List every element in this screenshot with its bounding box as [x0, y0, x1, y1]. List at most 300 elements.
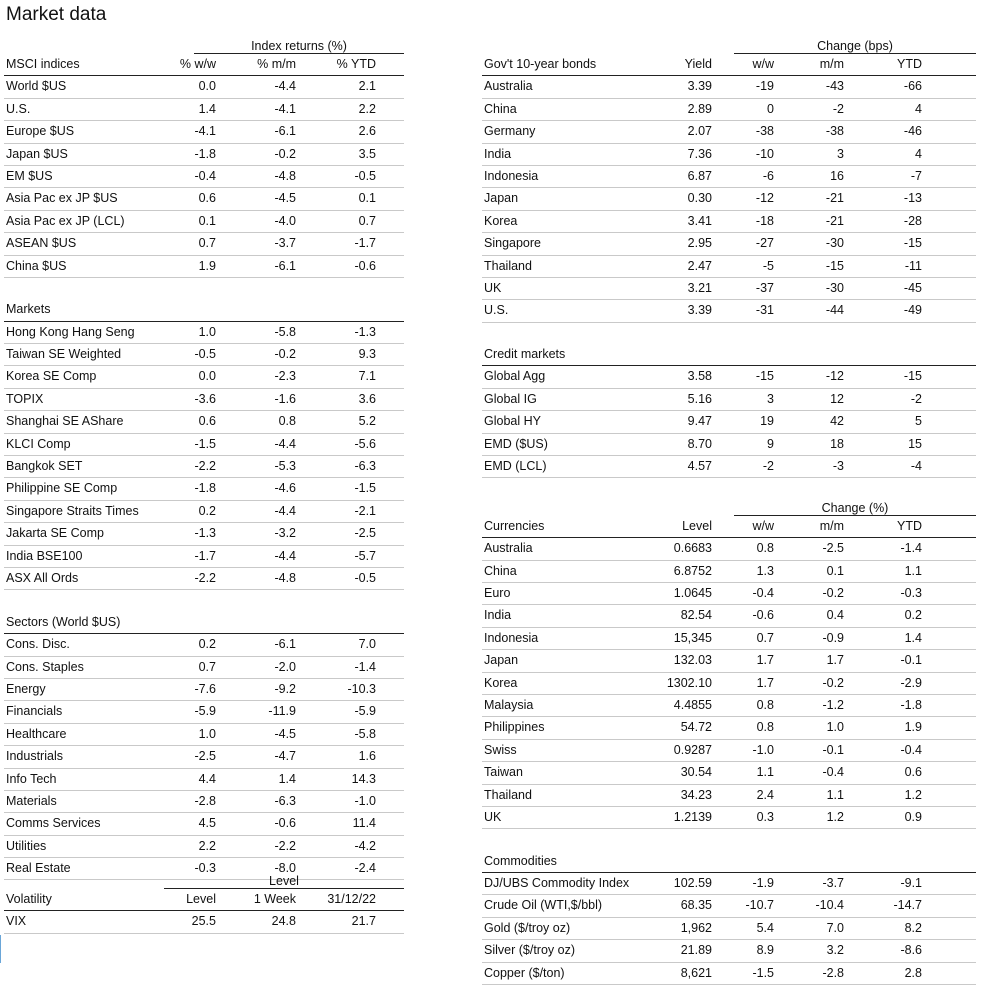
cell-value: 1.2	[826, 809, 844, 824]
cell-value: 0.2	[904, 608, 922, 623]
bonds-row	[482, 76, 976, 98]
cell-value: 54.72	[680, 720, 712, 735]
row-label: Swiss	[484, 742, 517, 757]
cell-value: 0.2	[198, 637, 216, 652]
cell-value: 5.2	[358, 414, 376, 429]
row-label: Indonesia	[484, 630, 539, 645]
row-label: Singapore Straits Times	[6, 503, 139, 518]
cell-value: 21.89	[680, 943, 712, 958]
sectors-row	[4, 634, 404, 656]
cell-value: -4.4	[274, 79, 296, 94]
cell-value: 0.7	[358, 213, 376, 228]
row-label: Global HY	[484, 414, 541, 429]
cell-value: -3.7	[822, 876, 844, 891]
cell-value: 2.47	[687, 258, 712, 273]
row-label: KLCI Comp	[6, 436, 71, 451]
markets-row	[4, 366, 404, 388]
cell-value: -2.9	[900, 675, 922, 690]
sectors-row	[4, 836, 404, 858]
row-label: Jakarta SE Comp	[6, 526, 104, 541]
cell-value: -10	[755, 146, 774, 161]
cell-value: -10.4	[815, 898, 844, 913]
cell-value: -1.7	[194, 548, 216, 563]
row-label: Materials	[6, 793, 57, 808]
msci-row	[4, 99, 404, 121]
cell-value: 1.4	[278, 771, 296, 786]
column-header: 31/12/22	[327, 892, 376, 906]
cell-value: 132.03	[673, 653, 712, 668]
cell-value: -2	[910, 391, 922, 406]
row-label: ASEAN $US	[6, 236, 77, 251]
row-label: Korea	[484, 675, 518, 690]
cell-value: 2.6	[358, 124, 376, 139]
column-header: m/m	[819, 57, 844, 71]
cell-value: -1.8	[900, 697, 922, 712]
currencies-row	[482, 807, 976, 829]
cell-value: -0.4	[752, 585, 774, 600]
bonds-group-header	[482, 38, 976, 54]
volatility-group-header	[4, 873, 404, 889]
cell-value: -4	[910, 459, 922, 474]
right-panel	[482, 38, 976, 985]
cell-value: -19	[755, 79, 774, 94]
cell-value: 6.87	[687, 168, 712, 183]
row-label: Philippines	[484, 720, 545, 735]
msci-row	[4, 76, 404, 98]
cell-value: -6	[762, 168, 774, 183]
msci-row	[4, 211, 404, 233]
column-header: m/m	[819, 518, 844, 533]
cell-value: -1.8	[194, 481, 216, 496]
cell-value: -31	[755, 303, 774, 318]
cell-value: -4.8	[274, 570, 296, 585]
row-label: Copper ($/ton)	[484, 965, 565, 980]
cell-value: -2.4	[354, 861, 376, 876]
cell-value: 0.9	[904, 809, 922, 824]
cell-value: -2.1	[354, 503, 376, 518]
cell-value: 7.0	[358, 637, 376, 652]
cell-value: 1.1	[826, 787, 844, 802]
markets-row	[4, 523, 404, 545]
cell-value: -4.5	[274, 191, 296, 206]
credit-row	[482, 434, 976, 456]
cell-value: 0	[767, 101, 774, 116]
row-label: Thailand	[484, 258, 532, 273]
bonds-row	[482, 121, 976, 143]
cell-value: -44	[825, 303, 844, 318]
cell-value: -0.2	[274, 347, 296, 362]
sectors-row	[4, 791, 404, 813]
column-header: YTD	[897, 518, 922, 533]
row-label: Industrials	[6, 749, 63, 764]
cell-value: -37	[755, 280, 774, 295]
cell-value: 2.8	[904, 965, 922, 980]
row-label: Bangkok SET	[6, 459, 83, 474]
cell-value: -2.2	[194, 459, 216, 474]
cell-value: -0.1	[900, 653, 922, 668]
cell-value: 3.2	[826, 943, 844, 958]
row-label: Australia	[484, 79, 533, 94]
cell-value: 68.35	[680, 898, 712, 913]
currencies-row	[482, 740, 976, 762]
cell-value: 0.2	[198, 503, 216, 518]
cell-value: -1.9	[752, 876, 774, 891]
cell-value: -0.1	[822, 742, 844, 757]
bonds-row	[482, 188, 976, 210]
row-label: Global Agg	[484, 369, 546, 384]
cell-value: 0.9287	[673, 742, 712, 757]
cell-value: -11.9	[268, 704, 296, 719]
currencies-row	[482, 605, 976, 627]
cell-value: 1.7	[756, 675, 774, 690]
cell-value: 8,621	[680, 965, 712, 980]
cell-value: -4.2	[354, 838, 376, 853]
cell-value: 9	[767, 436, 774, 451]
cell-value: 3.58	[687, 369, 712, 384]
cell-value: -0.9	[822, 630, 844, 645]
cell-value: -10.7	[745, 898, 774, 913]
cell-value: -0.2	[822, 675, 844, 690]
row-label: Malaysia	[484, 697, 534, 712]
row-label: U.S.	[6, 101, 31, 116]
cell-value: 0.30	[687, 191, 712, 206]
row-label: Taiwan SE Weighted	[6, 347, 122, 362]
row-label: Japan	[484, 653, 519, 668]
row-label: VIX	[6, 914, 27, 929]
cell-value: 0.7	[198, 659, 216, 674]
cell-value: 1.7	[826, 653, 844, 668]
cell-value: 0.6	[904, 765, 922, 780]
cell-value: 16	[830, 168, 844, 183]
cell-value: -2.2	[274, 838, 296, 853]
row-label: ASX All Ords	[6, 570, 79, 585]
cell-value: -11	[904, 258, 922, 273]
cell-value: 2.2	[358, 101, 376, 116]
cell-value: -14.7	[893, 898, 922, 913]
commodities-heading	[482, 851, 976, 873]
row-label: Global IG	[484, 391, 537, 406]
cell-value: 14.3	[351, 771, 376, 786]
credit-row	[482, 389, 976, 411]
cell-value: -1.8	[194, 146, 216, 161]
row-label: Thailand	[484, 787, 532, 802]
cell-value: -5.6	[354, 436, 376, 451]
cell-value: 7.1	[358, 369, 376, 384]
cell-value: -0.4	[194, 168, 216, 183]
cell-value: -43	[825, 79, 844, 94]
credit-heading	[482, 344, 976, 366]
column-header: Volatility	[6, 892, 52, 906]
row-label: Info Tech	[6, 771, 57, 786]
cell-value: 42	[830, 414, 844, 429]
msci-row	[4, 121, 404, 143]
section-title: Markets	[6, 302, 51, 317]
volatility-row	[4, 911, 404, 933]
bonds-header-row	[482, 54, 976, 76]
cell-value: 1.7	[756, 653, 774, 668]
row-label: Singapore	[484, 236, 541, 251]
cell-value: 102.59	[673, 876, 712, 891]
row-label: Europe $US	[6, 124, 75, 139]
cell-value: 4.4	[198, 771, 216, 786]
cell-value: -4.8	[274, 168, 296, 183]
cell-value: -0.5	[354, 168, 376, 183]
cell-value: -2.8	[822, 965, 844, 980]
cell-value: -4.6	[274, 481, 296, 496]
cell-value: 2.2	[198, 838, 216, 853]
currencies-group-header	[482, 500, 976, 516]
cell-value: -4.4	[274, 548, 296, 563]
cell-value: 7.0	[826, 920, 844, 935]
cell-value: 1.2	[904, 787, 922, 802]
cell-value: -7	[910, 168, 922, 183]
cell-value: -2.2	[194, 570, 216, 585]
spacer	[482, 478, 976, 499]
row-label: India	[484, 608, 512, 623]
row-label: Japan $US	[6, 146, 68, 161]
cell-value: 4.57	[687, 459, 712, 474]
cell-value: 3.21	[687, 280, 712, 295]
cell-value: 1.1	[756, 765, 774, 780]
cell-value: 15,345	[673, 630, 712, 645]
cell-value: -3.2	[274, 526, 296, 541]
row-label: Cons. Staples	[6, 659, 84, 674]
row-label: India	[484, 146, 512, 161]
cell-value: -0.3	[194, 861, 216, 876]
cell-value: -46	[903, 124, 922, 139]
row-label: UK	[484, 809, 502, 824]
cell-value: 8.9	[756, 943, 774, 958]
cell-value: 11.4	[352, 816, 376, 831]
sectors-row	[4, 679, 404, 701]
currencies-group-header-text: Change (%)	[821, 500, 889, 515]
cell-value: 30.54	[680, 765, 712, 780]
cell-value: 19	[760, 414, 774, 429]
cell-value: 3.39	[687, 303, 712, 318]
spacer	[482, 829, 976, 850]
row-label: Korea SE Comp	[6, 369, 97, 384]
msci-header-row	[4, 54, 404, 76]
bonds-row	[482, 278, 976, 300]
row-label: China	[484, 563, 517, 578]
cell-value: 3.39	[687, 79, 712, 94]
cell-value: -27	[755, 236, 774, 251]
cell-value: 1.9	[904, 720, 922, 735]
sectors-row	[4, 769, 404, 791]
row-label: Financials	[6, 704, 63, 719]
cell-value: -4.0	[274, 213, 296, 228]
cell-value: -66	[903, 79, 922, 94]
msci-group-header	[4, 38, 404, 54]
cell-value: -4.7	[274, 749, 296, 764]
cell-value: -2	[762, 459, 774, 474]
cell-value: 0.7	[198, 236, 216, 251]
cell-value: -5.8	[274, 324, 296, 339]
volatility-panel	[4, 873, 404, 934]
cell-value: 0.7	[756, 630, 774, 645]
cell-value: 3.41	[687, 213, 712, 228]
cell-value: 8.70	[687, 436, 712, 451]
column-header: w/w	[752, 57, 774, 71]
cell-value: -28	[903, 213, 922, 228]
cell-value: 1.0645	[673, 585, 712, 600]
credit-row	[482, 366, 976, 388]
row-label: Comms Services	[6, 816, 101, 831]
cell-value: -1.7	[354, 236, 376, 251]
cell-value: -8.6	[900, 943, 922, 958]
cell-value: 1.2139	[673, 809, 712, 824]
cell-value: -15	[903, 369, 922, 384]
sectors-row	[4, 657, 404, 679]
cell-value: -0.2	[274, 146, 296, 161]
cell-value: 1.4	[904, 630, 922, 645]
column-header: Yield	[684, 57, 712, 71]
cell-value: -9.1	[900, 876, 922, 891]
cell-value: -5.8	[354, 726, 376, 741]
cell-value: 18	[830, 436, 844, 451]
commodities-row	[482, 895, 976, 917]
cell-value: 1,962	[680, 920, 712, 935]
cell-value: -45	[903, 280, 922, 295]
cell-value: -6.3	[354, 459, 376, 474]
markets-row	[4, 434, 404, 456]
cell-value: 0.6	[198, 191, 216, 206]
cell-value: -2.3	[274, 369, 296, 384]
cell-value: -7.6	[194, 681, 216, 696]
cell-value: -6.3	[274, 793, 296, 808]
bonds-row	[482, 144, 976, 166]
credit-row	[482, 411, 976, 433]
cell-value: 24.8	[271, 914, 296, 929]
page-title: Market data	[6, 4, 107, 25]
row-label: Asia Pac ex JP (LCL)	[6, 213, 125, 228]
cell-value: -15	[755, 369, 774, 384]
cell-value: -15	[825, 258, 844, 273]
cell-value: -5	[762, 258, 774, 273]
row-label: EMD ($US)	[484, 436, 548, 451]
cell-value: -4.5	[274, 726, 296, 741]
cell-value: 0.1	[198, 213, 216, 228]
cell-value: 0.8	[278, 414, 296, 429]
cell-value: 1.9	[198, 258, 216, 273]
cell-value: 1.6	[358, 749, 376, 764]
cell-value: 82.54	[680, 608, 712, 623]
column-header: YTD	[897, 57, 922, 71]
msci-row	[4, 256, 404, 278]
markets-row	[4, 501, 404, 523]
row-label: Germany	[484, 124, 536, 139]
row-label: Energy	[6, 681, 46, 696]
sectors-row	[4, 813, 404, 835]
row-label: Healthcare	[6, 726, 67, 741]
cell-value: -38	[825, 124, 844, 139]
cell-value: -38	[755, 124, 774, 139]
column-header: Level	[186, 892, 216, 906]
cell-value: -0.4	[900, 742, 922, 757]
markets-row	[4, 478, 404, 500]
currencies-row	[482, 583, 976, 605]
sectors-row	[4, 746, 404, 768]
cell-value: 2.07	[687, 124, 712, 139]
cell-value: 0.8	[756, 541, 774, 556]
currencies-row	[482, 717, 976, 739]
left-panel	[4, 38, 404, 880]
bonds-group-header-text: Change (bps)	[817, 39, 893, 53]
cell-value: -1.5	[354, 481, 376, 496]
cell-value: -1.3	[194, 526, 216, 541]
cell-value: -21	[825, 213, 844, 228]
cell-value: 5	[915, 414, 922, 429]
cell-value: -0.6	[752, 608, 774, 623]
commodities-row	[482, 918, 976, 940]
cell-value: 9.3	[358, 347, 376, 362]
currencies-row	[482, 762, 976, 784]
cell-value: 0.8	[756, 720, 774, 735]
left-edge-marker	[0, 935, 1, 963]
cell-value: 1.1	[904, 563, 922, 578]
cell-value: -1.6	[274, 391, 296, 406]
cell-value: -1.0	[354, 793, 376, 808]
row-label: U.S.	[484, 303, 509, 318]
cell-value: -6.1	[274, 637, 296, 652]
row-label: UK	[484, 280, 502, 295]
row-label: Taiwan	[484, 765, 523, 780]
cell-value: 2.89	[687, 101, 712, 116]
cell-value: -3.7	[274, 236, 296, 251]
cell-value: -1.4	[900, 541, 922, 556]
cell-value: -6.1	[274, 124, 296, 139]
row-label: Utilities	[6, 838, 47, 853]
credit-row	[482, 456, 976, 478]
msci-group-header-text: Index returns (%)	[251, 39, 347, 53]
cell-value: -1.5	[194, 436, 216, 451]
row-label: EMD (LCL)	[484, 459, 547, 474]
cell-value: 0.8	[756, 697, 774, 712]
cell-value: 0.6683	[673, 541, 712, 556]
currencies-row	[482, 650, 976, 672]
column-header: MSCI indices	[6, 57, 80, 71]
section-title: Sectors (World $US)	[6, 614, 121, 629]
msci-row	[4, 144, 404, 166]
section-title: Credit markets	[484, 347, 566, 362]
cell-value: 0.6	[198, 414, 216, 429]
row-label: Hong Kong Hang Seng	[6, 324, 135, 339]
currencies-row	[482, 628, 976, 650]
markets-row	[4, 456, 404, 478]
cell-value: -9.2	[274, 681, 296, 696]
cell-value: -2.5	[822, 541, 844, 556]
column-header: Level	[682, 518, 712, 533]
cell-value: -21	[825, 191, 844, 206]
section-title: Commodities	[484, 853, 557, 868]
cell-value: 0.1	[826, 563, 844, 578]
cell-value: 1.4	[198, 101, 216, 116]
cell-value: 7.36	[687, 146, 712, 161]
cell-value: -0.3	[900, 585, 922, 600]
cell-value: 8.2	[904, 920, 922, 935]
cell-value: 21.7	[351, 914, 376, 929]
bonds-row	[482, 300, 976, 322]
cell-value: -30	[825, 236, 844, 251]
cell-value: -49	[903, 303, 922, 318]
row-label: Real Estate	[6, 861, 71, 876]
bonds-row	[482, 233, 976, 255]
cell-value: 1.0	[198, 324, 216, 339]
cell-value: -2	[832, 101, 844, 116]
cell-value: 4	[915, 146, 922, 161]
cell-value: -1.0	[752, 742, 774, 757]
cell-value: 0.1	[358, 191, 376, 206]
